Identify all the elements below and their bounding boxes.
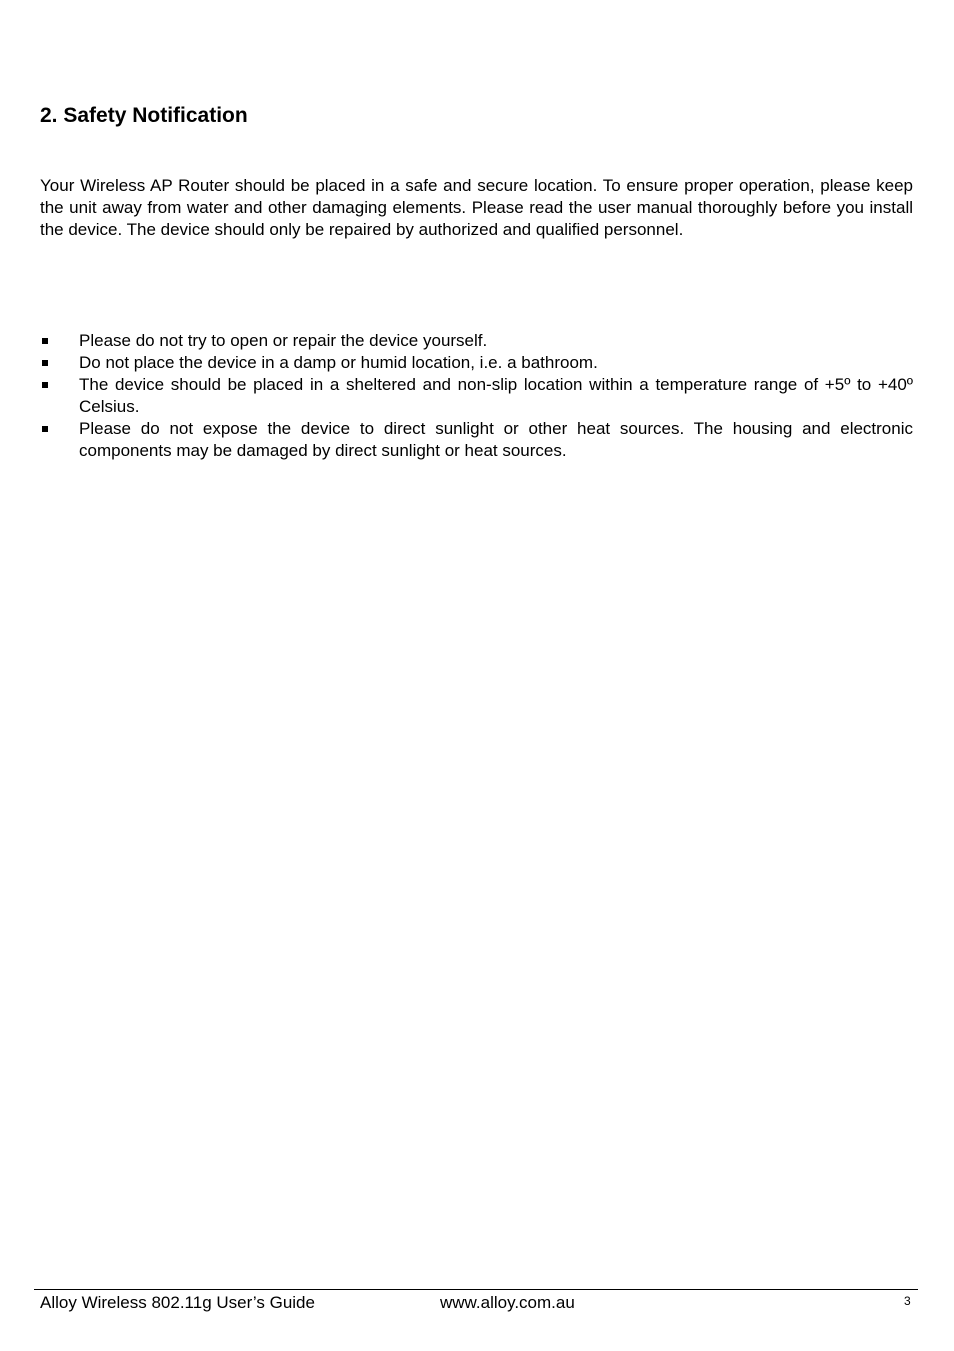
square-bullet-icon	[42, 426, 48, 432]
list-item	[40, 418, 913, 462]
list-item-text: The device should be placed in a sheltered and non-slip location within a temperature range of +5º to +40º Celsius.	[79, 375, 913, 416]
list-item	[40, 330, 913, 352]
list-item	[40, 374, 913, 418]
page-number: 3	[904, 1294, 911, 1308]
square-bullet-icon	[42, 338, 48, 344]
list-item-text: Do not place the device in a damp or humid location, i.e. a bathroom.	[79, 353, 598, 372]
list-item-text: Please do not expose the device to direct sunlight or other heat sources. The housing and electronic components may be damaged by direct sunlight or heat sources.	[79, 419, 913, 460]
square-bullet-icon	[42, 382, 48, 388]
safety-bullet-list	[40, 330, 913, 462]
footer-divider	[34, 1289, 918, 1290]
list-item	[40, 352, 913, 374]
list-item-text: Please do not try to open or repair the device yourself.	[79, 331, 488, 350]
section-heading: 2. Safety Notification	[40, 104, 248, 127]
footer-website: www.alloy.com.au	[440, 1293, 575, 1312]
footer-guide-title: Alloy Wireless 802.11g User’s Guide	[40, 1293, 315, 1312]
intro-paragraph: Your Wireless AP Router should be placed in a safe and secure location. To ensure proper operation, please keep the unit away from water and other damaging elements. Please read the user manual thoroughly before you install the device. The device should only be repaired by authorized and qualified personnel.	[40, 176, 913, 239]
square-bullet-icon	[42, 360, 48, 366]
